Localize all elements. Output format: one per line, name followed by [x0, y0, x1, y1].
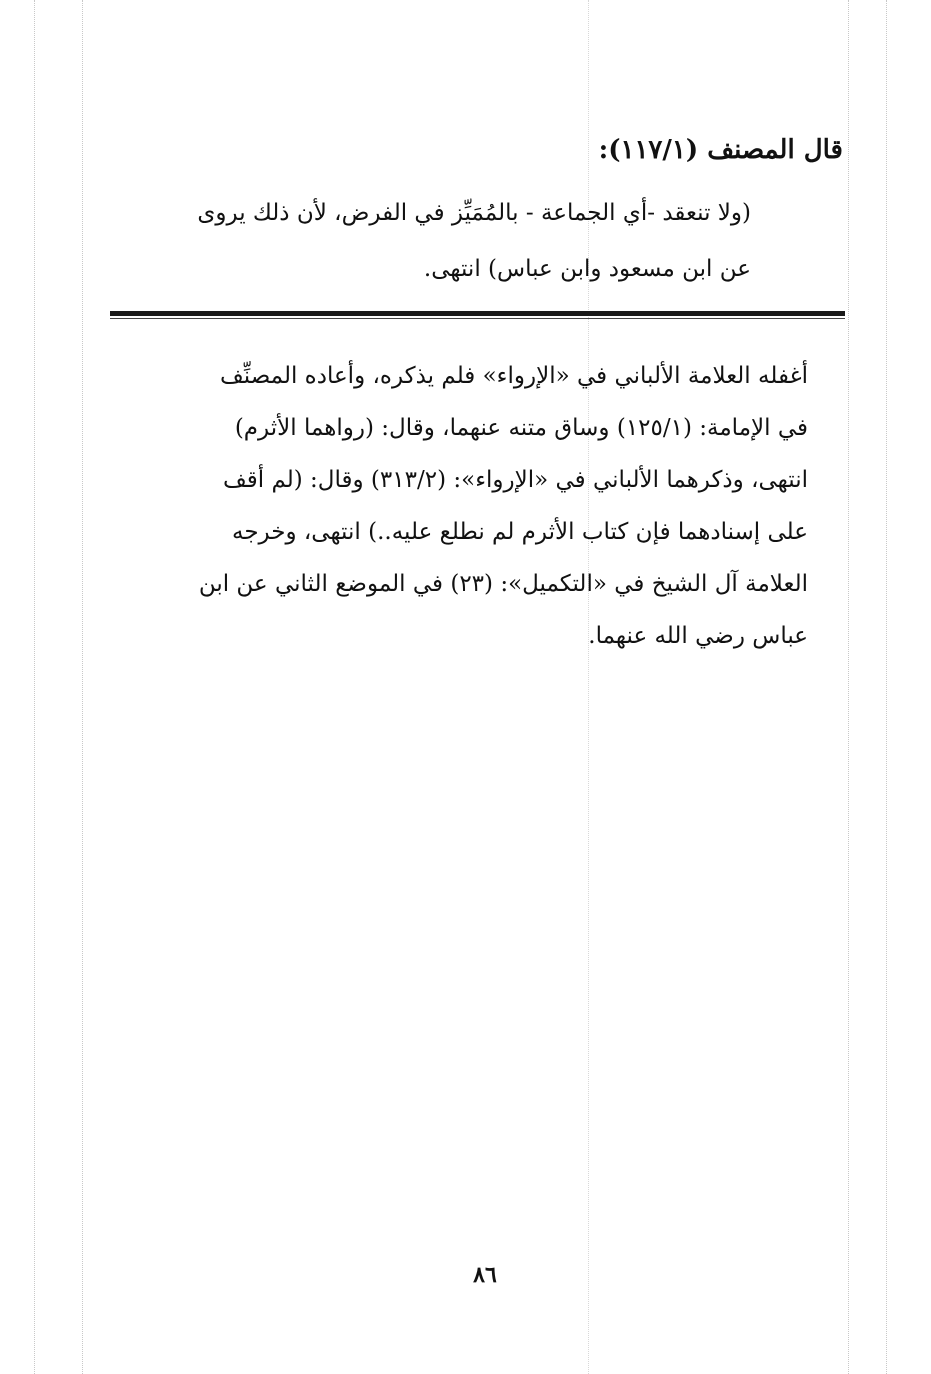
scan-guide-line [886, 0, 887, 1374]
body-line: أغفله العلامة الألباني في «الإرواء» فلم يذكره، وأعاده المصنِّف [219, 363, 808, 389]
body-line: انتهى، وذكرهما الألباني في «الإرواء»: (٣١٣/٢) وقال: (لم أقف [222, 467, 808, 493]
scan-guide-line [34, 0, 35, 1374]
quote-line: عن ابن مسعود وابن عباس) انتهى. [423, 256, 751, 282]
body-line: العلامة آل الشيخ في «التكميل»: (٢٣) في الموضع الثاني عن ابن [198, 571, 808, 597]
section-heading: قال المصنف (١١٧/١): [598, 135, 843, 165]
quoted-text [106, 185, 751, 297]
commentary-paragraph [108, 350, 808, 662]
divider-rule [110, 311, 845, 316]
body-line: عباس رضي الله عنهما. [588, 623, 808, 649]
body-line: على إسنادهما فإن كتاب الأثرم لم نطلع عليه..) انتهى، وخرجه [231, 519, 808, 545]
quote-line: (ولا تنعقد -أي الجماعة - بالمُمَيِّز في الفرض، لأن ذلك يروى [197, 200, 751, 226]
body-line: في الإمامة: (١٢٥/١) وساق متنه عنهما، وقال: (رواهما الأثرم) [234, 415, 808, 441]
divider-rule-thin [110, 318, 845, 319]
page-number: ٨٦ [473, 1262, 497, 1288]
scan-guide-line [82, 0, 83, 1374]
scan-guide-line [848, 0, 849, 1374]
